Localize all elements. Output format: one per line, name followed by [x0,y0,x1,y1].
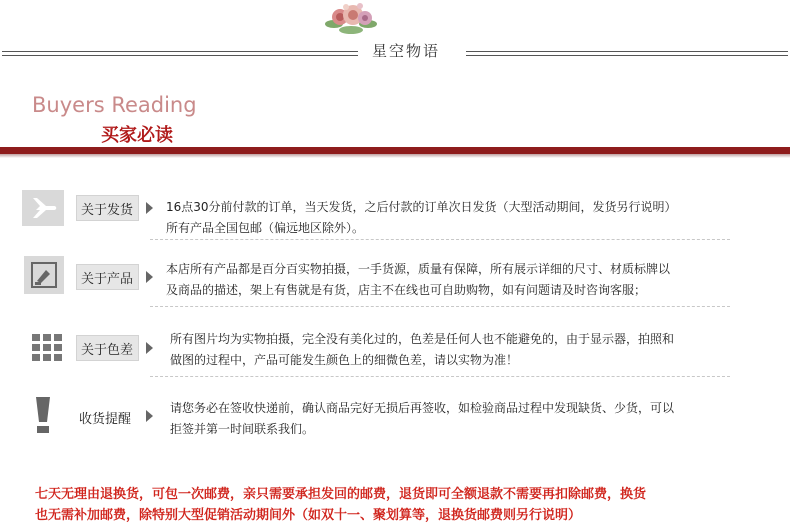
row-receiving-text [170,398,770,440]
row-shipping-line-1: 16点30分前付款的订单，当天发货，之后付款的订单次日发货（大型活动期间，发货另行说明） [166,200,677,214]
row-receiving-line-1: 请您务必在签收快递前，确认商品完好无损后再签收，如检验商品过程中发现缺货、少货，可以 [170,401,675,415]
row-divider [150,306,730,307]
product-photo-icon [24,256,64,294]
row-color-line-1: 所有图片均为实物拍摄，完全没有美化过的，色差是任何人也不能避免的，由于显示器，拍照和 [170,332,675,346]
flower-bouquet-icon [320,2,382,36]
header-divider-left [2,51,358,52]
row-divider [150,239,730,240]
label-product-text: 关于产品 [81,271,134,287]
color-grid-icon [26,330,68,366]
notice-line-1: 七天无理由退换货，可包一次邮费，亲只需要承担发回的邮费，退货即可全额退款不需要再扣除邮费，换货 [35,487,647,502]
row-product-line-1: 本店所有产品都是百分百实物拍摄，一手货源，质量有保障，所有展示详细的尺寸、材质标牌以 [166,262,671,276]
header-divider-left-lower [2,55,358,56]
chevron-right-icon [146,342,153,354]
row-product-line-2: 及商品的描述，架上有售就是有货，店主不在线也可自助购物，如有问题请及时咨询客服； [166,283,647,297]
section-title-en: Buyers Reading [32,93,197,117]
label-product [76,264,139,290]
label-color [76,335,139,361]
row-receiving-line-2: 拒签并第一时间联系我们。 [170,422,315,436]
label-receiving: 收货提醒 [79,412,132,427]
label-shipping-text: 关于发货 [81,202,134,218]
row-shipping-line-2: 所有产品全国包邮（偏远地区除外）。 [166,221,365,235]
section-bar-shadow [0,154,790,158]
row-product-text [166,259,766,301]
return-policy-notice [35,484,765,526]
section-red-bar [0,147,790,154]
header-divider-right-lower [466,55,788,56]
chevron-right-icon [146,410,153,422]
notice-line-2: 也无需补加邮费，除特别大型促销活动期间外（如双十一、聚划算等，退换货邮费则另行说明） [35,508,582,523]
label-shipping [76,195,139,221]
chevron-right-icon [146,271,153,283]
exclamation-icon [22,394,64,436]
airplane-icon [22,190,64,226]
row-color-line-2: 做图的过程中，产品可能发生颜色上的细微色差，请以实物为准！ [170,353,519,367]
section-title-cn: 买家必读 [101,125,173,146]
chevron-right-icon [146,202,153,214]
label-color-text: 关于色差 [81,342,134,358]
header-divider-right [466,51,788,52]
brand-name: 星空物语 [372,42,441,60]
row-color-text [170,329,770,371]
row-divider [150,376,730,377]
row-shipping-text [166,197,766,239]
